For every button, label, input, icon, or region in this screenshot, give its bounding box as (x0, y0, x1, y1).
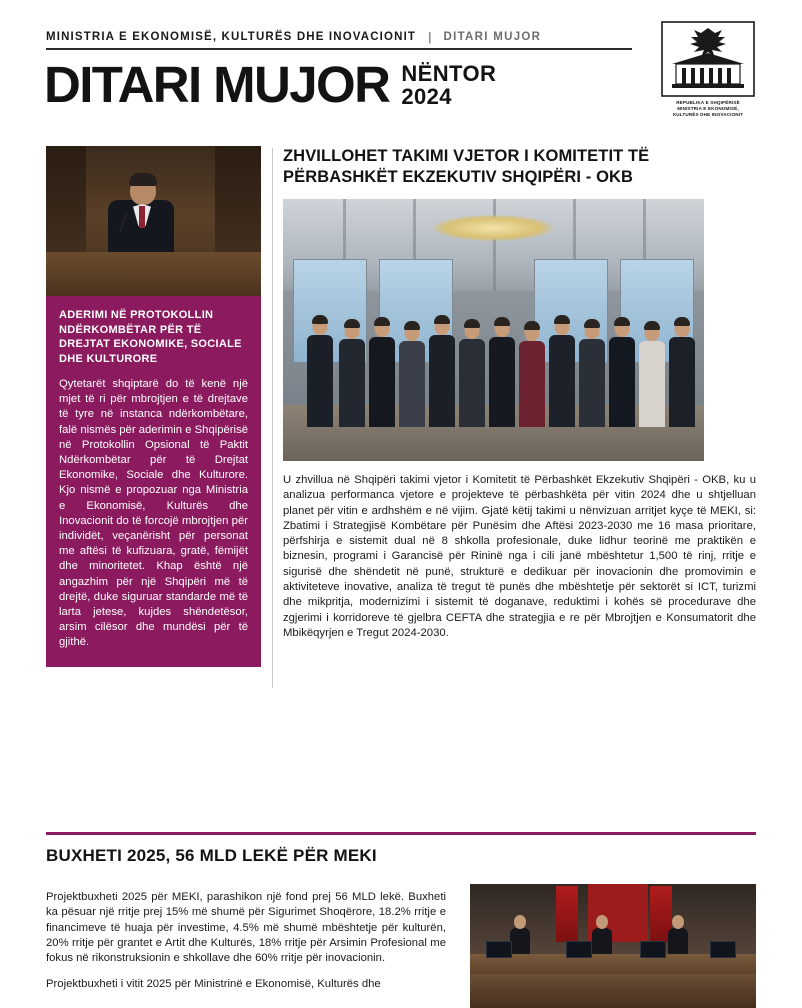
issue-year: 2024 (401, 84, 452, 109)
section-title-budget: BUXHETI 2025, 56 MLD LEKË PËR MEKI (46, 846, 377, 865)
masthead-subtitle: DITARI MUJOR (443, 31, 542, 43)
masthead-kicker-row (46, 30, 646, 44)
budget-photo (470, 884, 756, 1008)
ministry-emblem (658, 20, 758, 124)
masthead-divider (46, 48, 632, 50)
sidebar-headline: ADERIMI NË PROTOKOLLIN NDËRKOMBËTAR PËR TË DREJTAT EKONOMIKE, SOCIALE DHE KULTURORE (59, 309, 242, 365)
budget-paragraph-1: Projektbuxheti 2025 për MEKI, parashikon një fond prej 56 MLD lekë. Buxheti ka pësuar një rritje prej 15% më shumë për Sigurimet Shoqërore, 18.2% rritje e financimeve të huaja për investime, 4.5% më shumë mbështetje për kulturën, 20% rritje për grantet e Artit dhe Kulturës, 18% rritje për Arsimin Profesional me fokus në rikonstruksionin e shkollave dhe 60% rritje për inovacionin. (46, 891, 446, 965)
section-divider (46, 832, 756, 835)
column-divider (272, 148, 273, 688)
emblem-caption: REPUBLIKA E SHQIPËRISË MINISTRIA E EKONOMISË, KULTURËS DHE INOVACIONIT (672, 100, 744, 117)
masthead (0, 0, 802, 128)
emblem-icon (660, 20, 756, 98)
sidebar-photo (46, 146, 261, 296)
sidebar-text-block (46, 296, 261, 667)
title-row (44, 58, 496, 112)
lead-photo (283, 199, 704, 461)
lead-body: U zhvillua në Shqipëri takimi vjetor i Komitetit të Përbashkët Ekzekutiv Shqipëri - OKB, ku u analizua performanca vjetore e projekteve të përbashkëta për vitin 2024 dhe u shtjelluan planet për vitin e ardhshëm e në vijim. Gjatë këtij takimi u nënvizuan arritjet kyçe të MEKI, si: Zbatimi i Strategjisë Kombëtare për Punësim dhe Aftësi 2023-2030 me 16 masa prioritare, përfshirja e sistemit dual në 8 shkolla profesionale, duke lidhur teorinë me praktikën e biznesin, programi i Garancisë për Rininë nga i cili janë mbështetur 1,500 të rinj, rritje e sigurisë dhe shëndetit në punë, strukturë e dedikuar për inovacionin dhe promovimin e aktiviteteve inovative, analiza të tregut të punës dhe mbështetje për sektorët si ICT, turizmi dhe mikpritja, modernizimi i sistemit të doganave, reduktimi i kohës së procedurave dhe zgjerimi i korridoreve të gjelbra CEFTA dhe strategjia e re për Mbrojtjen e Konsumatorit dhe Mbikëqyrjen e Tregut 2024-2030. (283, 474, 756, 639)
page-title: DITARI MUJOR (44, 56, 390, 113)
sidebar-article (46, 146, 261, 667)
budget-paragraph-2: Projektbuxheti i vitit 2025 për Ministrinë e Ekonomisë, Kulturës dhe (46, 978, 381, 991)
sidebar-body: Qytetarët shqiptarë do të kenë një mjet të ri për mbrojtjen e të drejtave të tyre në instanca ndërkombëtare, falë nismës për aderimin e Shqipërisë në Protokollin Opsional të Paktit Ndërkombëtar për të Drejtat Ekonomike, Sociale dhe Kulturore. Kjo nismë e propozuar nga Ministria e Ekonomisë, Kulturës dhe Inovacionit do të forcojë mbrojtjen për individët, veçanërisht për personat me aftësi të kufizuara, gratë, fëmijët dhe minoritetet. Khap është një angazhim për një Shqipëri më të drejtë, duke siguruar standarde më të larta jetese, kujdes shëndetësor, arsim cilësor dhe mundësi për të gjithë. (59, 378, 249, 649)
lead-headline: ZHVILLOHET TAKIMI VJETOR I KOMITETIT TË PËRBASHKËT EKZEKUTIV SHQIPËRI - OKB (283, 147, 650, 186)
lead-article (283, 146, 756, 641)
masthead-separator: | (428, 30, 432, 44)
ministry-name: MINISTRIA E EKONOMISË, KULTURËS DHE INOVACIONIT (46, 31, 417, 43)
issue-month: NËNTOR (401, 61, 497, 86)
section-body-budget (46, 890, 446, 993)
issue-block (401, 62, 496, 112)
